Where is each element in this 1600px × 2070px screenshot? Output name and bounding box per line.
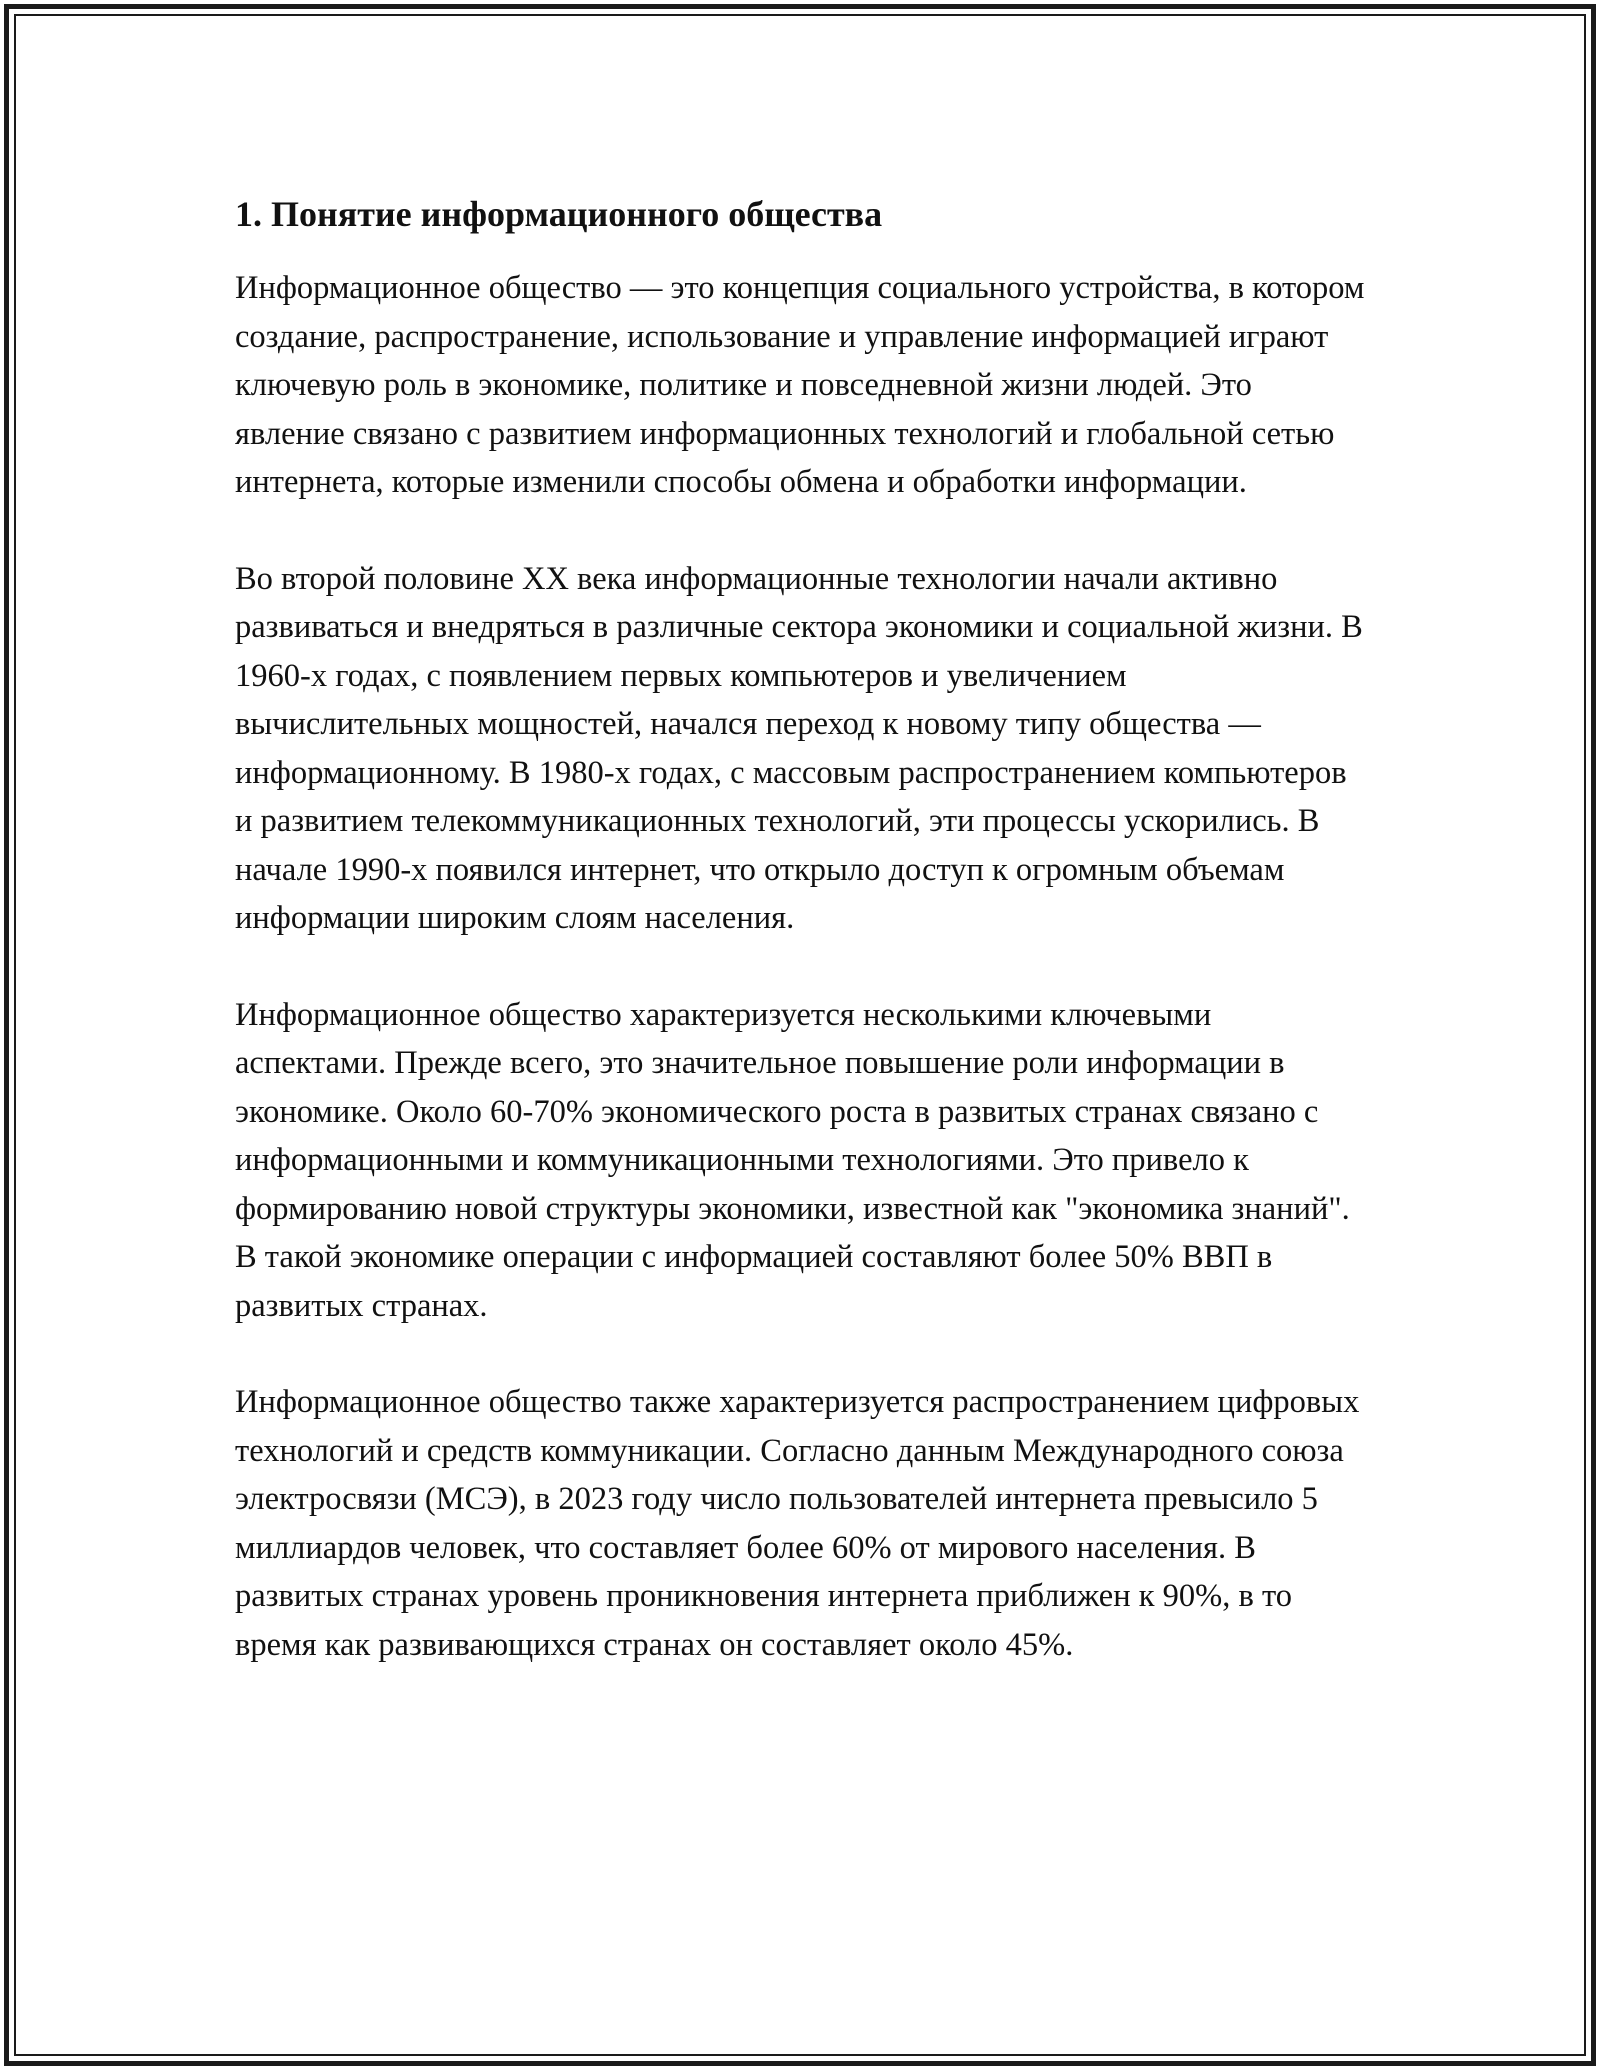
section-heading: 1. Понятие информационного общества xyxy=(235,194,883,234)
paragraph-definition: Информационное общество — это концепция социального устройства, в котором создание, распространение, использование и управление информацией играют ключевую роль в экономике, политике и повседневной жизни людей. Это явление связано с развитием информационных технологий и глобальной сетью интернета, которые изменили способы обмена и обработки информации. xyxy=(235,270,1365,500)
paragraph-economy: Информационное общество характеризуется несколькими ключевыми аспектами. Прежде всего, это значительное повышение роли информации в экономике. Около 60-70% экономического роста в развитых странах связано с информационными и коммуникационными технологиями. Это привело к формированию новой структуры экономики, известной как "экономика знаний". В такой экономике операции с информацией составляют более 50% ВВП в развитых странах. xyxy=(235,996,1350,1324)
paragraph-digital-tech: Информационное общество также характеризуется распространением цифровых технологий и средств коммуникации. Согласно данным Международного союза электросвязи (МСЭ), в 2023 году число пользователей интернета превысило 5 миллиардов человек, что составляет более 60% от мирового населения. В развитых странах уровень проникновения интернета приближен к 90%, в то время как развивающихся странах он составляет около 45%. xyxy=(235,1384,1360,1663)
document-body xyxy=(235,188,1365,1669)
paragraph-history: Во второй половине XX века информационные технологии начали активно развиваться и внедряться в различные сектора экономики и социальной жизни. В 1960-х годах, с появлением первых компьютеров и увеличением вычислительных мощностей, начался переход к новому типу общества — информационному. В 1980-х годах, с массовым распространением компьютеров и развитием телекоммуникационных технологий, эти процессы ускорились. В начале 1990-х появился интернет, что открыло доступ к огромным объемам информации широким слоям населения. xyxy=(235,560,1363,936)
